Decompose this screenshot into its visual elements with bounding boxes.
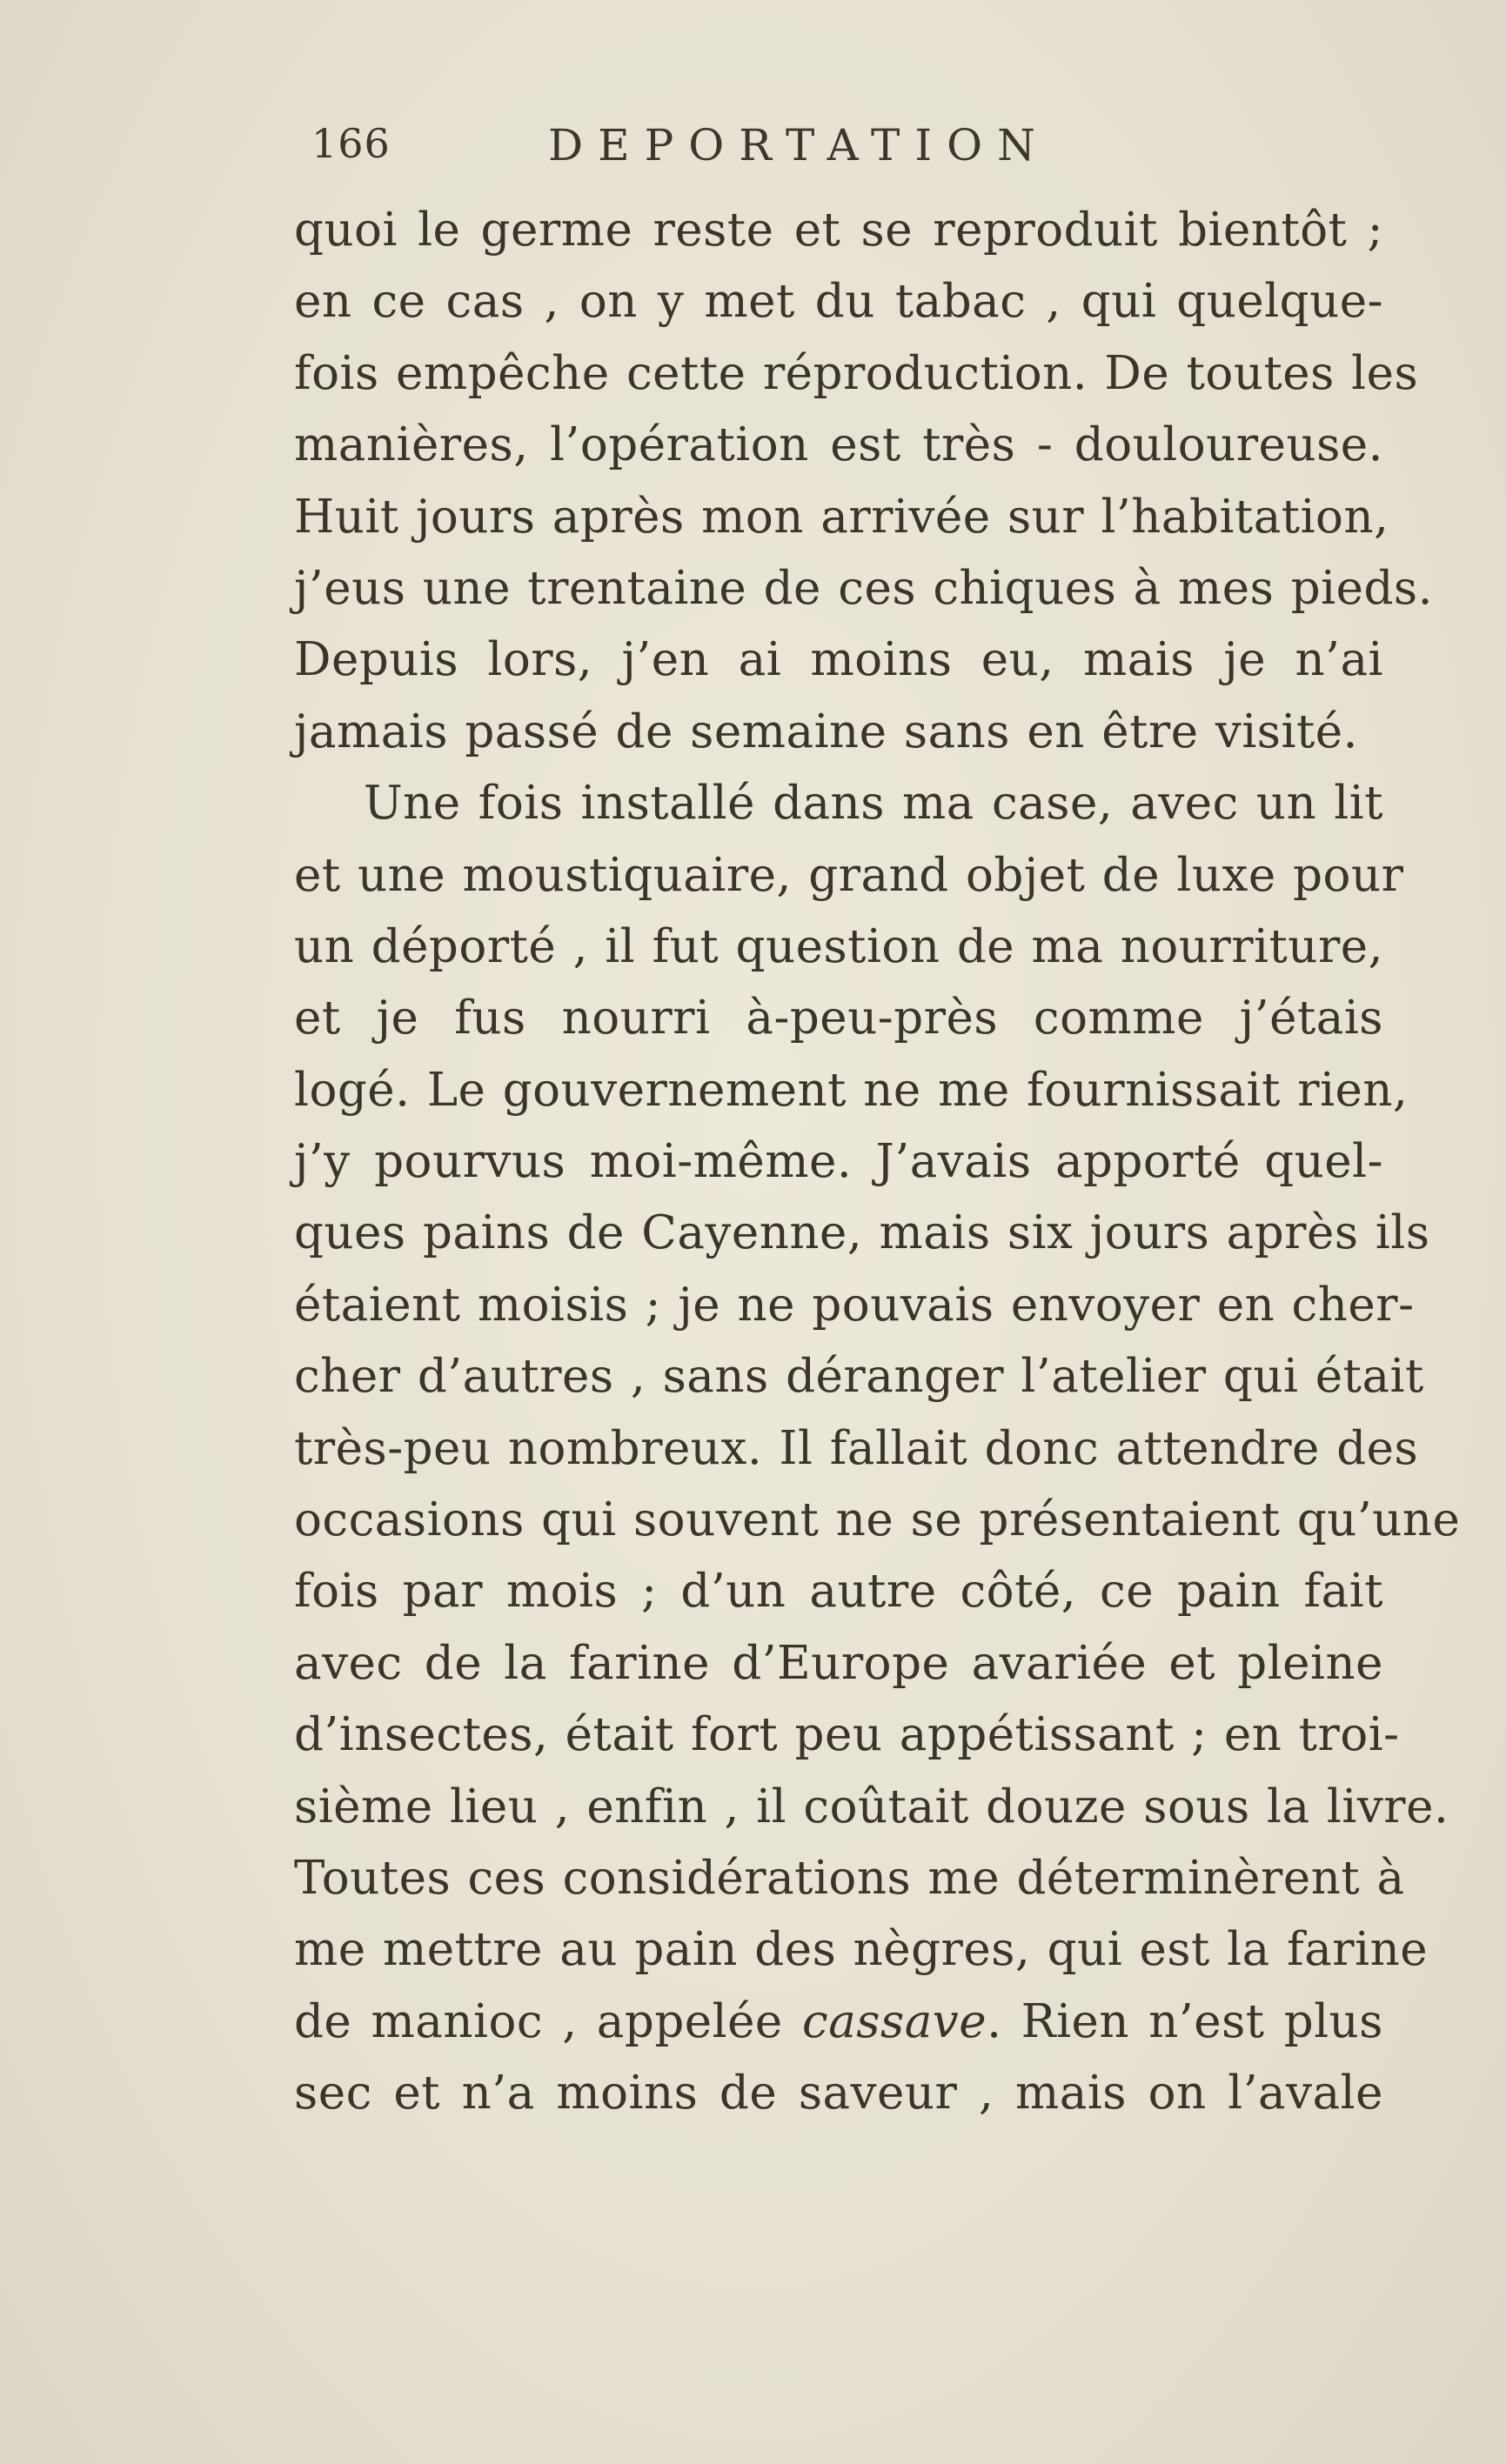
text-line: j’y pourvus moi-même. J’avais apporté quel- [294, 1135, 1383, 1189]
text-line: avec de la farine d’Europe avariée et pleine [294, 1636, 1383, 1690]
text-line: manières, l’opération est très - douloureuse. [294, 418, 1383, 472]
text-segment: de manioc , appelée [294, 1994, 803, 2048]
text-line: j’eus une trentaine de ces chiques à mes pieds. [294, 561, 1433, 615]
text-line: Depuis lors, j’en ai moins eu, mais je n’ai [294, 633, 1383, 687]
italic-word-cassave: cassave [802, 1994, 987, 2048]
text-line: quoi le germe reste et se reproduit bientôt ; [294, 204, 1383, 257]
text-line: d’insectes, était fort peu appétissant ; en troi- [294, 1708, 1400, 1762]
text-line: très-peu nombreux. Il fallait donc attendre des [294, 1421, 1419, 1475]
text-line: Toutes ces considérations me déterminèrent à [294, 1851, 1405, 1905]
text-line-cassave [294, 1987, 1383, 2058]
text-segment: . Rien n’est plus [987, 1994, 1383, 2048]
text-line: un déporté , il fut question de ma nourriture, [294, 919, 1383, 973]
running-head: DEPORTATION [548, 120, 1050, 170]
text-line: jamais passé de semaine sans en être visité. [294, 704, 1358, 758]
text-line: logé. Le gouvernement ne me fournissait rien, [294, 1063, 1409, 1117]
text-line: ques pains de Cayenne, mais six jours après ils [294, 1206, 1430, 1260]
text-line: fois empêche cette réproduction. De toutes les [294, 346, 1419, 400]
body-text [294, 195, 1461, 2130]
text-line: et je fus nourri à-peu-près comme j’étais [294, 992, 1383, 1045]
text-line: en ce cas , on y met du tabac , qui quelque- [294, 275, 1383, 329]
text-line: Une fois installé dans ma case, avec un lit [364, 777, 1383, 831]
text-line: étaient moisis ; je ne pouvais envoyer en cher- [294, 1278, 1415, 1332]
text-line: fois par mois ; d’un autre côté, ce pain fait [294, 1565, 1383, 1619]
text-line: sec et n’a moins de saveur , mais on l’avale [294, 2067, 1383, 2120]
text-line: Huit jours après mon arrivée sur l’habitation, [294, 490, 1389, 544]
text-line: occasions qui souvent ne se présentaient qu’une [294, 1493, 1461, 1547]
page-header [311, 120, 1181, 181]
text-line: sième lieu , enfin , il coûtait douze sous la livre. [294, 1780, 1449, 1833]
text-line: me mettre au pain des nègres, qui est la farine [294, 1923, 1429, 1977]
text-line: et une moustiquaire, grand objet de luxe pour [294, 848, 1404, 902]
page-number: 166 [311, 120, 391, 167]
text-line: cher d’autres , sans déranger l’atelier qui était [294, 1350, 1424, 1404]
